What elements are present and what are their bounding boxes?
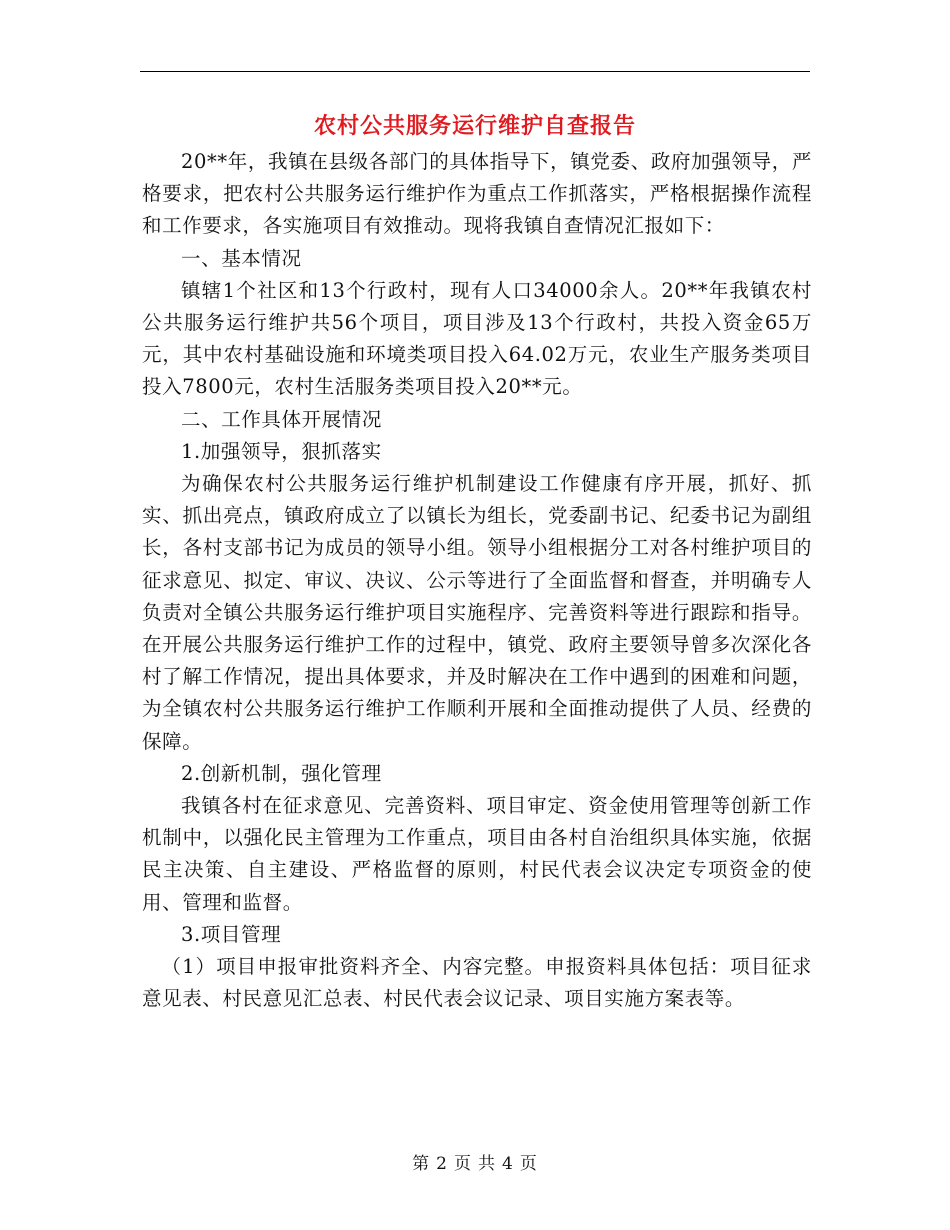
subheading-mechanism: 2.创新机制，强化管理 <box>181 761 382 785</box>
section-heading-work: 二、工作具体开展情况 <box>181 407 383 431</box>
subheading-leadership: 1.加强领导，狠抓落实 <box>181 439 382 463</box>
paragraph-intro: 20**年，我镇在县级各部门的具体指导下，镇党委、政府加强领导，严格要求，把农村公共服务运行维护作为重点工作抓落实，严格根据操作流程和工作要求，各实施项目有效推动。现将我镇自查情况汇报如下： <box>142 150 812 238</box>
paragraph-mechanism: 我镇各村在征求意见、完善资料、项目审定、资金使用管理等创新工作机制中，以强化民主管理为工作重点，项目由各村自治组织具体实施，依据民主决策、自主建设、严格监督的原则，村民代表会议决定专项资金的使用、管理和监督。 <box>142 794 812 914</box>
footer-suffix: 页 <box>519 1154 538 1174</box>
footer-page-label: 页 <box>454 1154 472 1174</box>
paragraph-basic-situation: 镇辖1个社区和13个行政村，现有人口34000余人。20**年我镇农村公共服务运行维护共56个项目，项目涉及13个行政村，共投入资金65万元，其中农村基础设施和环境类项目投入64.02万元，农业生产服务类项目投入7800元，农村生活服务类项目投入20**元。 <box>142 278 812 399</box>
document-title: 农村公共服务运行维护自查报告 <box>313 113 636 139</box>
section-heading-basic: 一、基本情况 <box>181 246 302 270</box>
footer-total-label: 共 <box>478 1154 496 1174</box>
subheading-project-management: 3.项目管理 <box>181 922 282 946</box>
document-body <box>142 146 812 1015</box>
paragraph-leadership: 为确保农村公共服务运行维护机制建设工作健康有序开展，抓好、抓实、抓出亮点，镇政府成立了以镇长为组长，党委副书记、纪委书记为副组长，各村支部书记为成员的领导小组。领导小组根据分工对各村维护项目的征求意见、拟定、审议、决议、公示等进行了全面监督和督查，并明确专人负责对全镇公共服务运行维护项目实施程序、完善资料等进行跟踪和指导。在开展公共服务运行维护工作的过程中，镇党、政府主要领导曾多次深化各村了解工作情况，提出具体要求，并及时解决在工作中遇到的困难和问题，为全镇农村公共服务运行维护工作顺利开展和全面推动提供了人员、经费的保障。 <box>142 472 812 753</box>
footer-current-page: 2 <box>436 1154 448 1174</box>
footer-total-pages: 4 <box>502 1154 514 1174</box>
header-rule <box>140 71 810 72</box>
page-footer <box>0 1152 950 1176</box>
paragraph-project-application: （1）项目申报审批资料齐全、内容完整。申报资料具体包括：项目征求意见表、村民意见汇总表、村民代表会议记录、项目实施方案表等。 <box>142 955 812 1011</box>
footer-prefix: 第 <box>412 1154 431 1174</box>
